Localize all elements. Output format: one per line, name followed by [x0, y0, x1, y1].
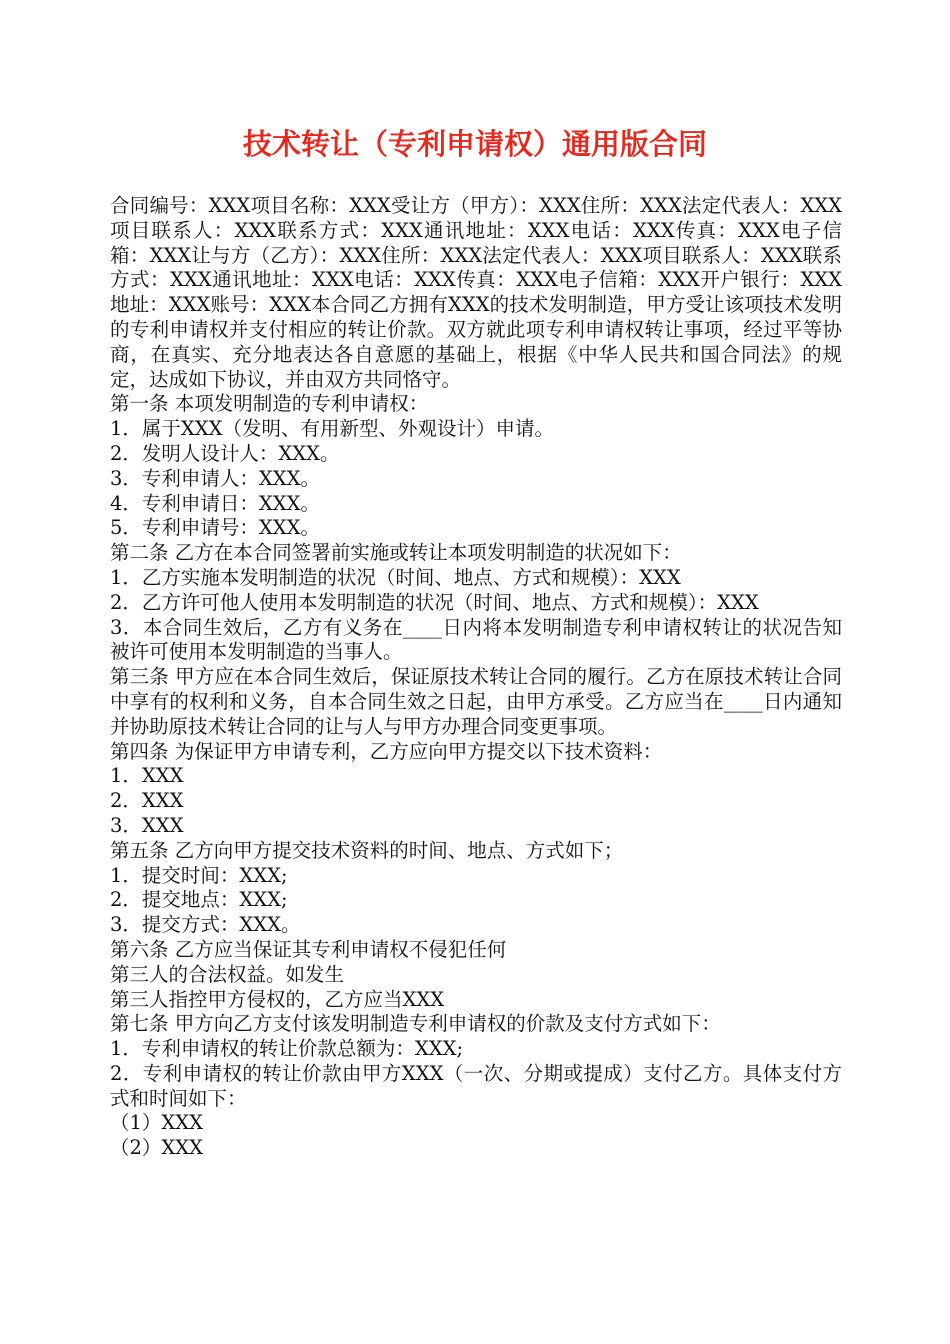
- paragraph: 第三人的合法权益。如发生: [110, 962, 345, 986]
- paragraph: 5．专利申请号：XXX。: [110, 516, 321, 540]
- paragraph: 3．提交方式：XXX。: [110, 913, 301, 937]
- document-title: 技术转让（专利申请权）通用版合同: [242, 127, 707, 161]
- paragraph: 第七条 甲方向乙方支付该发明制造专利申请权的价款及支付方式如下：: [110, 1012, 721, 1036]
- paragraph: （1）XXX: [110, 1111, 204, 1135]
- paragraph: 1．属于XXX（发明、有用新型、外观设计）申请。: [110, 417, 555, 441]
- paragraph: 合同编号：XXX项目名称：XXX受让方（甲方）：XXX住所：XXX法定代表人：XXX项目联系人：XXX联系方式：XXX通讯地址：XXX电话：XXX传真：XXX电子信箱：XXX让与方（乙方）：XXX住所：XXX法定代表人：XXX项目联系人：XXX联系方式：XXX通讯地址：XXX电话：XXX传真：XXX电子信箱：XXX开户银行：XXX地址：XXX账号：XXX本合同乙方拥有XXX的技术发明制造，甲方受让该项技术发明的专利申请权并支付相应的转让价款。双方就此项专利申请权转让事项，经过平等协商，在真实、充分地表达各自意愿的基础上，根据《中华人民共和国合同法》的规定，达成如下协议，并由双方共同恪守。: [110, 194, 842, 391]
- paragraph: 3．专利申请人：XXX。: [110, 466, 321, 490]
- paragraph: 第二条 乙方在本合同签署前实施或转让本项发明制造的状况如下：: [110, 541, 682, 565]
- paragraph: 1．提交时间：XXX;: [110, 863, 288, 887]
- paragraph: 第六条 乙方应当保证其专利申请权不侵犯任何: [110, 937, 507, 961]
- paragraph: 1．XXX: [110, 764, 184, 788]
- paragraph: 3．XXX: [110, 813, 184, 837]
- paragraph: （2）XXX: [110, 1136, 204, 1160]
- paragraph: 2．发明人设计人：XXX。: [110, 441, 340, 465]
- paragraph: 第三条 甲方应在本合同生效后，保证原技术转让合同的履行。乙方在原技术转让合同中享有的权利和义务，自本合同生效之日起，由甲方承受。乙方应当在____日内通知并协助原技术转让合同的让与人与甲方办理合同变更事项。: [110, 665, 842, 738]
- paragraph: 2．乙方许可他人使用本发明制造的状况（时间、地点、方式和规模）：XXX: [110, 590, 759, 614]
- paragraph: 2．XXX: [110, 789, 184, 813]
- paragraph: 第三人指控甲方侵权的，乙方应当XXX: [110, 987, 445, 1011]
- paragraph: 第五条 乙方向甲方提交技术资料的时间、地点、方式如下；: [110, 838, 624, 862]
- paragraph: 4．专利申请日：XXX。: [110, 491, 321, 515]
- paragraph: 1．乙方实施本发明制造的状况（时间、地点、方式和规模）：XXX: [110, 565, 681, 589]
- paragraph: 2．提交地点：XXX;: [110, 888, 288, 912]
- paragraph: 第一条 本项发明制造的专利申请权：: [110, 392, 429, 416]
- paragraph: 第四条 为保证甲方申请专利，乙方应向甲方提交以下技术资料：: [110, 739, 663, 763]
- paragraph: 3．本合同生效后，乙方有义务在____日内将本发明制造专利申请权转让的状况告知被许可使用本发明制造的当事人。: [110, 615, 842, 664]
- paragraph: 1．专利申请权的转让价款总额为：XXX;: [110, 1037, 464, 1061]
- document-body: [110, 194, 842, 1161]
- paragraph: 2．专利申请权的转让价款由甲方XXX（一次、分期或提成）支付乙方。具体支付方式和时间如下：: [110, 1061, 842, 1110]
